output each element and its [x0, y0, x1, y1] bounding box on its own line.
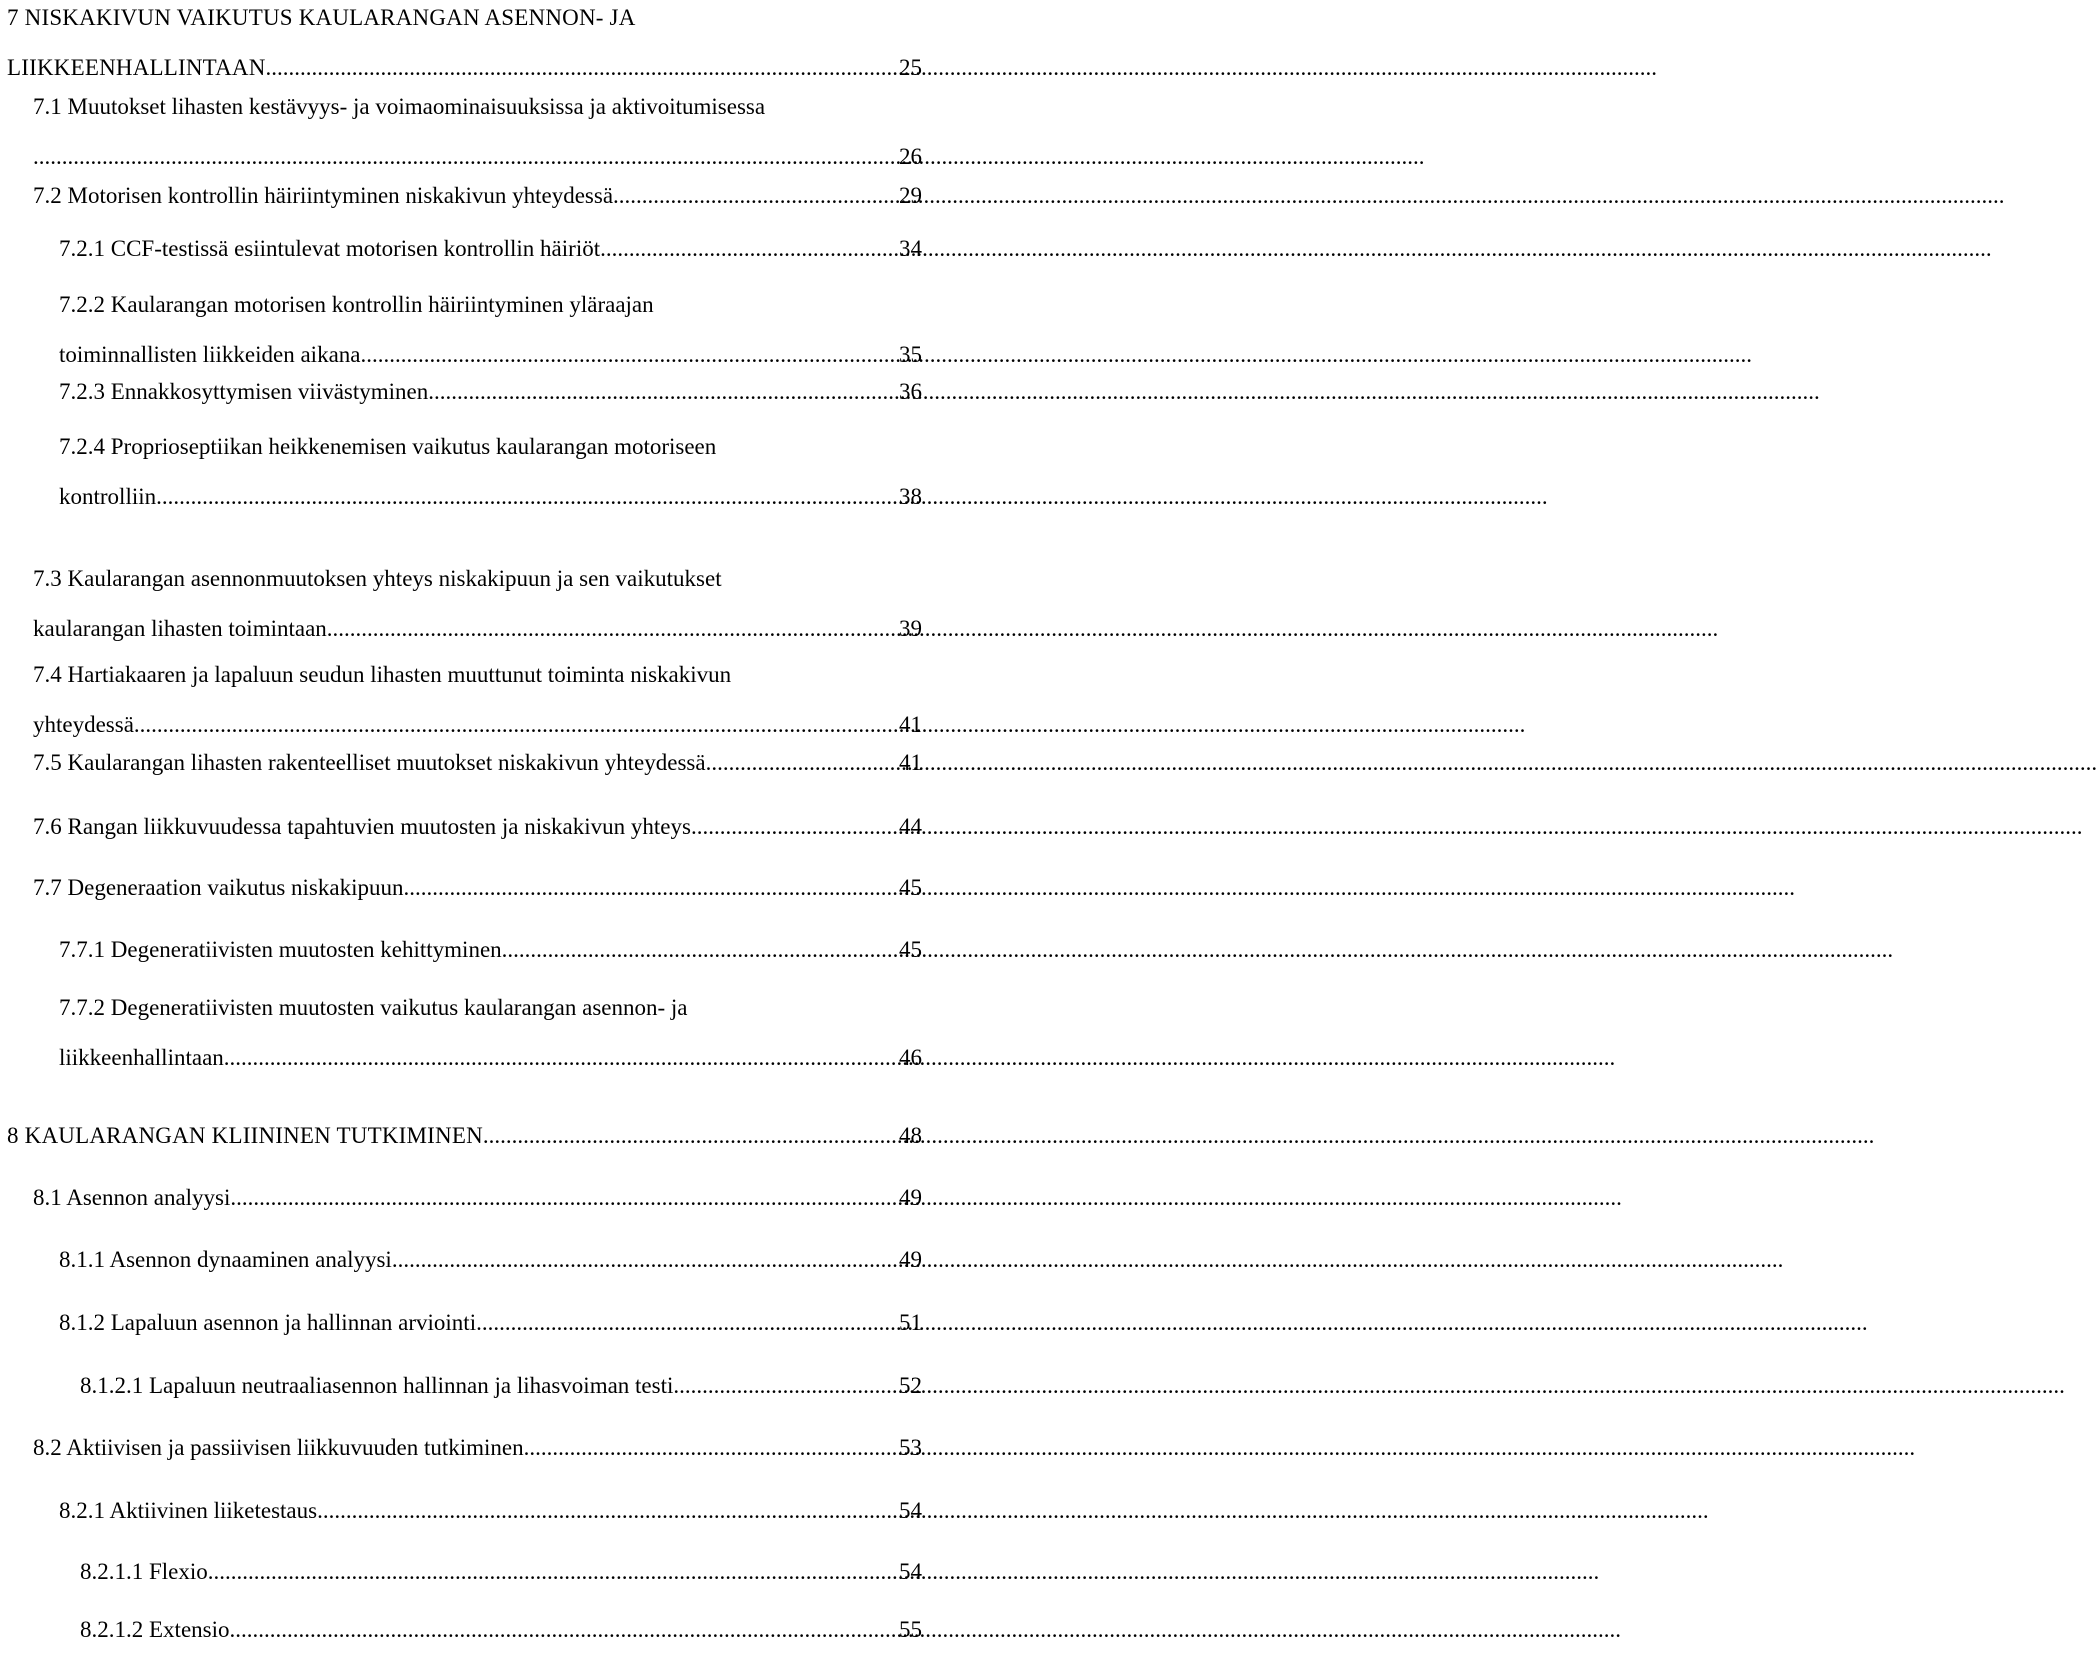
toc-entry-title: 7.5 Kaularangan lihasten rakenteelliset muutokset niskakivun yhteydessä	[33, 750, 706, 775]
toc-entry-title: 7.2 Motorisen kontrollin häiriintyminen niskakivun yhteydessä	[33, 183, 614, 208]
toc-entry-title: yhteydessä	[33, 712, 134, 737]
toc-page-number: 45	[899, 937, 922, 962]
toc-entry-7-2-1[interactable]	[59, 224, 922, 274]
toc-entry-7-4[interactable]	[33, 650, 922, 750]
toc-entry-7-1[interactable]	[33, 82, 922, 182]
toc-page-number: 51	[899, 1310, 922, 1335]
toc-entry-title: 8.1 Asennon analyysi	[33, 1185, 231, 1210]
dot-leader	[483, 1111, 897, 1161]
toc-entry-title: kaularangan lihasten toimintaan	[33, 616, 327, 641]
dot-leader	[317, 1486, 897, 1536]
toc-entry-line1: 7 NISKAKIVUN VAIKUTUS KAULARANGAN ASENNON- JA	[7, 5, 636, 30]
toc-entry-title: 8 KAULARANGAN KLIININEN TUTKIMINEN	[7, 1123, 483, 1148]
toc-page-number: 41	[899, 712, 922, 737]
toc-page-number: 41	[899, 750, 922, 775]
dot-leader	[613, 171, 897, 221]
toc-entry-8-2[interactable]	[33, 1423, 922, 1473]
dot-leader	[706, 738, 897, 788]
toc-entry-line1: 7.7.2 Degeneratiivisten muutosten vaikutus kaularangan asennon- ja	[59, 995, 688, 1020]
toc-entry-line1: 7.2.4 Proprioseptiikan heikkenemisen vaikutus kaularangan motoriseen	[59, 434, 717, 459]
dot-leader	[230, 1605, 898, 1655]
toc-page-number: 36	[899, 379, 922, 404]
dot-leader	[208, 1547, 897, 1597]
toc-page-number: 49	[899, 1185, 922, 1210]
toc-page-number: 53	[899, 1435, 922, 1460]
toc-page-number: 49	[899, 1247, 922, 1272]
toc-page-number: 35	[899, 342, 922, 367]
dot-leader	[156, 472, 897, 522]
dot-leader	[230, 1173, 897, 1223]
toc-entry-line1: 7.4 Hartiakaaren ja lapaluun seudun lihasten muuttunut toiminta niskakivun	[33, 662, 732, 687]
toc-page-number: 26	[899, 144, 922, 169]
toc-entry-7-2-3[interactable]	[59, 367, 922, 417]
toc-entry-title: toiminnallisten liikkeiden aikana	[59, 342, 361, 367]
toc-entry-7[interactable]	[7, 0, 922, 93]
toc-entry-title: 7.2.3 Ennakkosyttymisen viivästyminen	[59, 379, 429, 404]
toc-page-number: 39	[899, 616, 922, 641]
toc-entry-title: 7.2.1 CCF-testissä esiintulevat motorisen kontrollin häiriöt	[59, 236, 601, 261]
toc-entry-title: 8.2 Aktiivisen ja passiivisen liikkuvuuden tutkiminen	[33, 1435, 524, 1460]
toc-page-number: 25	[899, 55, 922, 80]
toc-entry-7-6[interactable]	[33, 802, 922, 852]
toc-entry-title: 7.7.1 Degeneratiivisten muutosten kehittyminen	[59, 937, 502, 962]
dot-leader	[403, 863, 897, 913]
toc-page-number: 48	[899, 1123, 922, 1148]
dot-leader	[392, 1235, 897, 1285]
toc-entry-title: 8.2.1.1 Flexio	[80, 1559, 208, 1584]
toc-entry-8-1[interactable]	[33, 1173, 922, 1223]
toc-entry-line1: 7.3 Kaularangan asennonmuutoksen yhteys niskakipuun ja sen vaikutukset	[33, 566, 722, 591]
toc-page-number: 45	[899, 875, 922, 900]
toc-entry-title: 8.2.1 Aktiivinen liiketestaus	[59, 1498, 318, 1523]
toc-entry-7-7-2[interactable]	[59, 983, 922, 1083]
dot-leader	[428, 367, 897, 417]
toc-entry-8-1-1[interactable]	[59, 1235, 922, 1285]
toc-entry-title: kontrolliin	[59, 484, 157, 509]
toc-entry-7-5[interactable]	[33, 738, 922, 788]
toc-entry-title: liikkeenhallintaan	[59, 1045, 224, 1070]
toc-page-number: 54	[899, 1559, 922, 1584]
toc-entry-8-1-2[interactable]	[59, 1298, 922, 1348]
toc-page-number: 55	[899, 1617, 922, 1642]
dot-leader	[600, 224, 897, 274]
toc-page-number: 44	[899, 814, 922, 839]
toc-entry-title: 7.6 Rangan liikkuvuudessa tapahtuvien muutosten ja niskakivun yhteys	[33, 814, 691, 839]
toc-entry-8-2-1-2[interactable]	[80, 1605, 922, 1655]
dot-leader	[524, 1423, 897, 1473]
toc-page-number: 54	[899, 1498, 922, 1523]
toc-page-number: 29	[899, 183, 922, 208]
dot-leader	[224, 1033, 897, 1083]
toc-entry-8-1-2-1[interactable]	[80, 1361, 922, 1411]
toc-entry-line1: 7.1 Muutokset lihasten kestävyys- ja voimaominaisuuksissa ja aktivoitumisessa	[33, 94, 766, 119]
toc-entry-title: 8.1.2 Lapaluun asennon ja hallinnan arviointi	[59, 1310, 477, 1335]
toc-entry-title: 8.2.1.2 Extensio	[80, 1617, 230, 1642]
toc-entry-title: LIIKKEENHALLINTAAN	[7, 55, 266, 80]
toc-entry-8[interactable]	[7, 1111, 922, 1161]
dot-leader	[327, 604, 897, 654]
toc-page-number: 38	[899, 484, 922, 509]
toc-page-number: 46	[899, 1045, 922, 1070]
dot-leader	[476, 1298, 897, 1348]
toc-entry-title: 7.7 Degeneraation vaikutus niskakipuun	[33, 875, 404, 900]
toc-entry-8-2-1-1[interactable]	[80, 1547, 922, 1597]
toc-entry-7-3[interactable]	[33, 554, 922, 654]
toc-entry-7-7[interactable]	[33, 863, 922, 913]
dot-leader	[673, 1361, 897, 1411]
toc-entry-7-7-1[interactable]	[59, 925, 922, 975]
toc-entry-title: 8.1.1 Asennon dynaaminen analyysi	[59, 1247, 392, 1272]
toc-page-number: 34	[899, 236, 922, 261]
toc-entry-7-2-2[interactable]	[59, 280, 922, 380]
toc-entry-7-2-4[interactable]	[59, 422, 922, 522]
toc-entry-line1: 7.2.2 Kaularangan motorisen kontrollin häiriintyminen yläraajan	[59, 292, 654, 317]
dot-leader	[502, 925, 897, 975]
toc-page-number: 52	[899, 1373, 922, 1398]
toc-entry-7-2[interactable]	[33, 171, 922, 221]
toc-entry-8-2-1[interactable]	[59, 1486, 922, 1536]
toc-entry-title: 8.1.2.1 Lapaluun neutraaliasennon hallinnan ja lihasvoiman testi	[80, 1373, 674, 1398]
dot-leader	[691, 802, 897, 852]
